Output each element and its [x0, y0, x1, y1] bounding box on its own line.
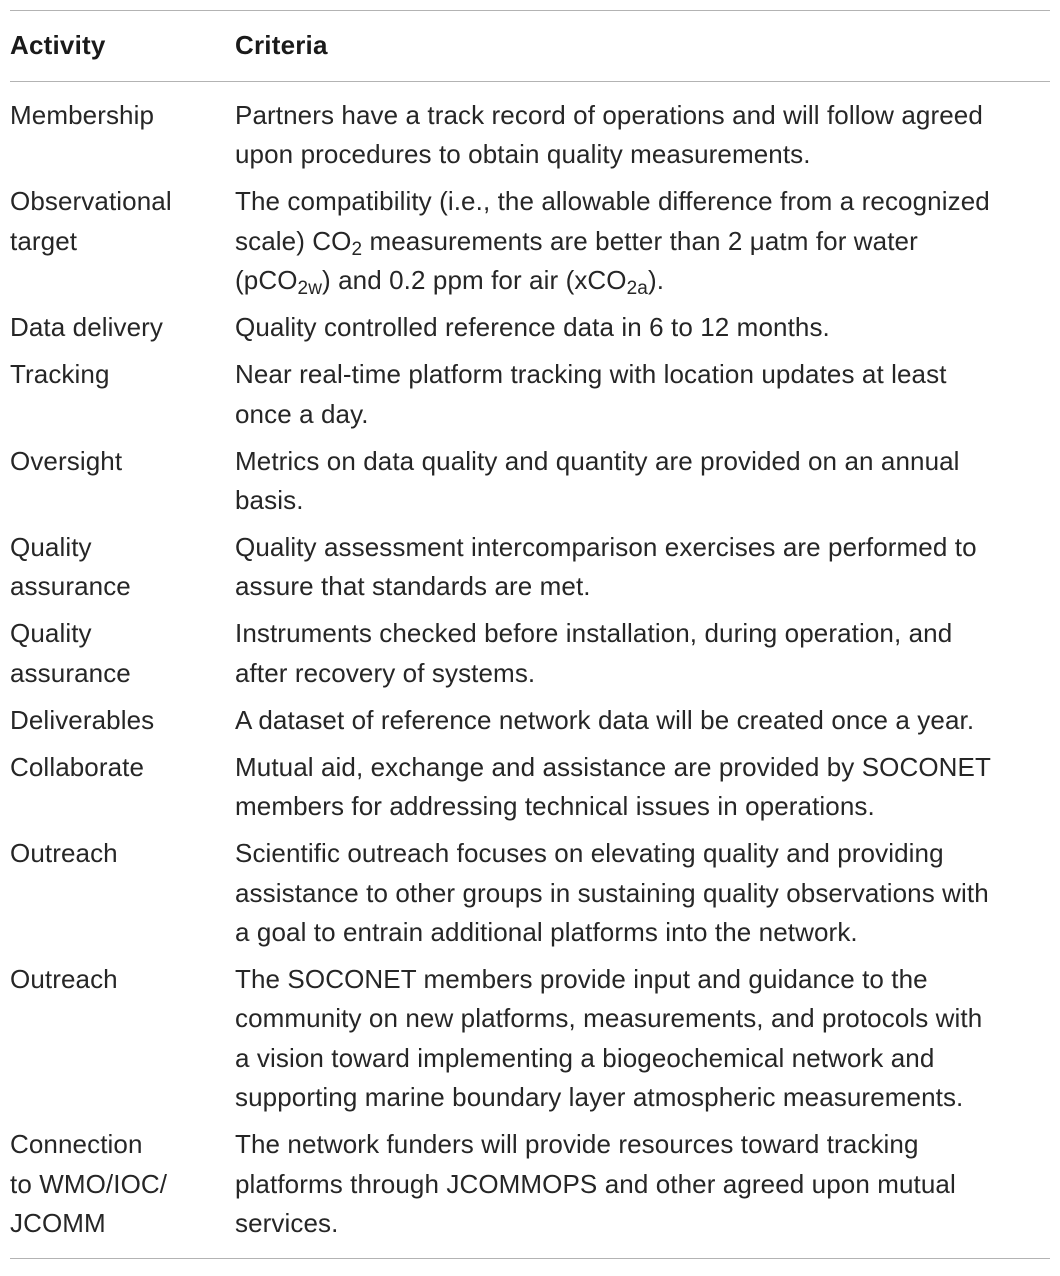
- criteria-cell: [235, 442, 1050, 521]
- criteria-text: measurements are better than 2 μatm for water: [362, 225, 918, 256]
- header-activity: Activity: [10, 29, 106, 60]
- activity-line: Deliverables: [10, 704, 155, 735]
- activity-line: Collaborate: [10, 751, 145, 782]
- activity-cell: [10, 614, 235, 693]
- criteria-text: ).: [647, 265, 665, 296]
- criteria-line: A dataset of reference network data will be created once a year.: [235, 704, 975, 735]
- criteria-line: Near real-time platform tracking with location updates at least: [235, 359, 947, 390]
- activity-cell: [10, 182, 235, 300]
- criteria-line: Metrics on data quality and quantity are provided on an annual: [235, 445, 960, 476]
- activity-cell: [10, 1125, 235, 1243]
- activity-line: JCOMM: [10, 1208, 106, 1239]
- criteria-cell: [235, 701, 1050, 740]
- criteria-line: assistance to other groups in sustaining quality observations with: [235, 877, 989, 908]
- table-header-row: [10, 11, 1050, 81]
- criteria-line: Quality assessment intercomparison exercises are performed to: [235, 532, 977, 563]
- activity-cell: [10, 960, 235, 1118]
- table-row: [10, 442, 1050, 521]
- activity-line: Oversight: [10, 445, 123, 476]
- table-bottom-rule: [10, 1258, 1050, 1259]
- activity-cell: [10, 701, 235, 740]
- table-row: [10, 308, 1050, 347]
- table-row: [10, 960, 1050, 1118]
- table-row: [10, 834, 1050, 952]
- subscript: 2w: [297, 278, 323, 300]
- activity-line: Connection: [10, 1129, 143, 1160]
- table-row: [10, 355, 1050, 434]
- criteria-cell: [235, 96, 1050, 175]
- criteria-line: platforms through JCOMMOPS and other agreed upon mutual: [235, 1168, 956, 1199]
- activity-line: Quality: [10, 532, 92, 563]
- activity-line: target: [10, 225, 78, 256]
- criteria-line: once a day.: [235, 398, 369, 429]
- criteria-cell: [235, 355, 1050, 434]
- header-criteria: Criteria: [235, 29, 328, 60]
- activity-line: Data delivery: [10, 312, 164, 343]
- criteria-line: upon procedures to obtain quality measurements.: [235, 139, 811, 170]
- subscript: 2: [351, 238, 363, 260]
- criteria-line: Partners have a track record of operations and will follow agreed: [235, 100, 983, 130]
- table-row: [10, 182, 1050, 300]
- table-row: [10, 614, 1050, 693]
- criteria-line: Mutual aid, exchange and assistance are provided by SOCONET: [235, 751, 991, 782]
- criteria-line: The SOCONET members provide input and guidance to the: [235, 964, 928, 995]
- criteria-cell: [235, 528, 1050, 607]
- activity-line: Observational: [10, 186, 172, 217]
- criteria-line: Quality controlled reference data in 6 to 12 months.: [235, 312, 830, 343]
- activity-line: assurance: [10, 571, 131, 602]
- criteria-text: scale) CO: [235, 225, 352, 256]
- criteria-line: The network funders will provide resources toward tracking: [235, 1129, 919, 1160]
- criteria-line: supporting marine boundary layer atmospheric measurements.: [235, 1082, 964, 1113]
- criteria-cell: [235, 308, 1050, 347]
- criteria-line: members for addressing technical issues in operations.: [235, 791, 875, 822]
- criteria-text: ) and 0.2 ppm for air (xCO: [322, 265, 627, 296]
- activity-line: to WMO/IOC/: [10, 1168, 168, 1199]
- activity-line: Membership: [10, 100, 155, 130]
- table-row: [10, 1125, 1050, 1243]
- criteria-cell: [235, 1125, 1050, 1243]
- activity-cell: [10, 355, 235, 434]
- activity-cell: [10, 528, 235, 607]
- criteria-line: a goal to entrain additional platforms into the network.: [235, 917, 858, 948]
- activity-cell: [10, 96, 235, 175]
- criteria-cell: [235, 182, 1050, 300]
- criteria-line: community on new platforms, measurements, and protocols with: [235, 1003, 983, 1034]
- activity-line: Tracking: [10, 359, 110, 390]
- activity-line: Quality: [10, 618, 92, 649]
- criteria-line: Instruments checked before installation, during operation, and: [235, 618, 953, 649]
- table-row: [10, 528, 1050, 607]
- activity-cell: [10, 308, 235, 347]
- criteria-line: after recovery of systems.: [235, 657, 536, 688]
- criteria-line: basis.: [235, 485, 304, 516]
- subscript: 2a: [626, 278, 648, 300]
- activity-cell: [10, 834, 235, 952]
- table-row: [10, 701, 1050, 740]
- criteria-line: a vision toward implementing a biogeochemical network and: [235, 1042, 935, 1073]
- criteria-text: The compatibility (i.e., the allowable difference from a recognized: [235, 186, 990, 217]
- activity-line: Outreach: [10, 838, 118, 869]
- criteria-line: [235, 261, 1050, 300]
- criteria-cell: [235, 960, 1050, 1118]
- table-row: [10, 748, 1050, 827]
- criteria-line: services.: [235, 1208, 339, 1239]
- table-body: [10, 82, 1050, 1258]
- activity-line: assurance: [10, 657, 131, 688]
- activity-cell: [10, 442, 235, 521]
- criteria-line: Scientific outreach focuses on elevating quality and providing: [235, 838, 944, 869]
- criteria-cell: [235, 748, 1050, 827]
- criteria-line: assure that standards are met.: [235, 571, 591, 602]
- criteria-line: [235, 222, 1050, 261]
- criteria-text: (pCO: [235, 265, 298, 296]
- criteria-cell: [235, 614, 1050, 693]
- table-row: [10, 96, 1050, 175]
- activity-line: Outreach: [10, 964, 118, 995]
- activity-cell: [10, 748, 235, 827]
- criteria-table: [10, 10, 1050, 1259]
- criteria-cell: [235, 834, 1050, 952]
- criteria-line: [235, 182, 1050, 221]
